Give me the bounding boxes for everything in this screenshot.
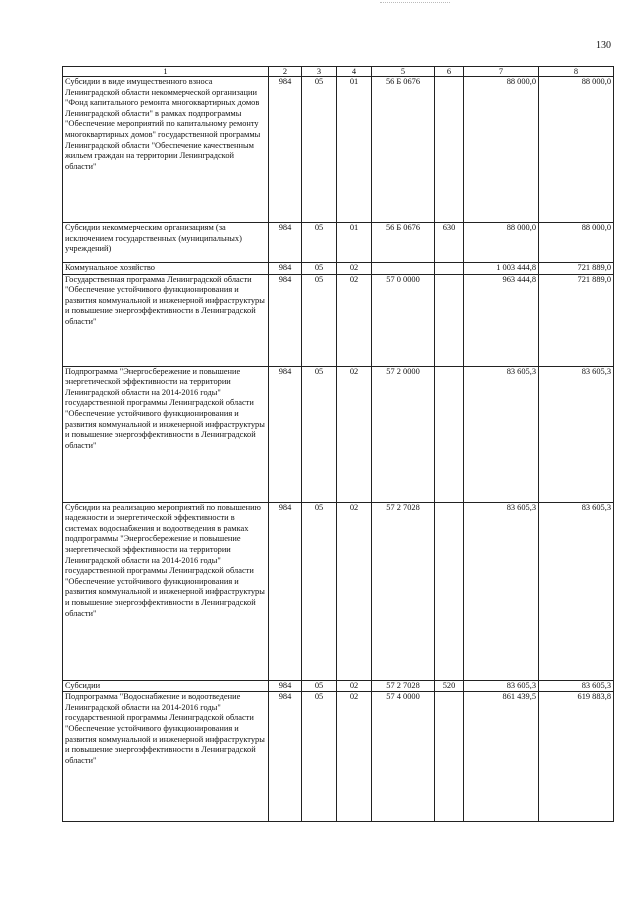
scan-artifact <box>380 2 450 5</box>
cell-expense-type <box>435 77 464 223</box>
cell-ministry-code: 984 <box>269 77 302 223</box>
cell-amount-2: 83 605,3 <box>539 680 614 692</box>
cell-section: 05 <box>302 680 337 692</box>
row-description: Субсидии в виде имущественного взноса Ленинградской области некоммерческой организации "Фонд капитального ремонта многоквартирных домов Ленинградской области" в рамках подпрограммы "Обеспечение мероприятий по капитальному ремонту многоквартирных домов" государственной программы Ленинградской области "Обеспечение качественным жильем граждан на территории Ленинградской области" <box>63 77 269 223</box>
table-row <box>63 366 614 502</box>
cell-amount-2: 83 605,3 <box>539 366 614 502</box>
budget-table <box>62 66 614 822</box>
header-cell: 7 <box>464 67 539 77</box>
cell-subsection: 02 <box>337 366 372 502</box>
row-description: Субсидии <box>63 680 269 692</box>
cell-subsection: 02 <box>337 502 372 680</box>
cell-amount-2: 83 605,3 <box>539 502 614 680</box>
cell-expense-type <box>435 692 464 822</box>
cell-subsection: 02 <box>337 680 372 692</box>
header-cell: 8 <box>539 67 614 77</box>
cell-amount-2: 721 889,0 <box>539 274 614 366</box>
cell-section: 05 <box>302 274 337 366</box>
row-description: Подпрограмма "Водоснабжение и водоотведение Ленинградской области на 2014-2016 годы" государственной программы Ленинградской области "Обеспечение устойчивого функционирования и развития коммунальной и инженерной инфраструктуры и повышение энергоэффективности в Ленинградской области" <box>63 692 269 822</box>
table-header-row <box>63 67 614 77</box>
cell-subsection: 02 <box>337 263 372 275</box>
cell-amount-1: 963 444,8 <box>464 274 539 366</box>
cell-target-article: 57 4 0000 <box>372 692 435 822</box>
cell-amount-1: 83 605,3 <box>464 502 539 680</box>
table-row <box>63 502 614 680</box>
cell-subsection: 01 <box>337 77 372 223</box>
table-row <box>63 77 614 223</box>
table-row <box>63 223 614 263</box>
header-cell: 4 <box>337 67 372 77</box>
cell-amount-1: 88 000,0 <box>464 77 539 223</box>
table-row <box>63 263 614 275</box>
cell-section: 05 <box>302 692 337 822</box>
table-row <box>63 274 614 366</box>
row-description: Субсидии на реализацию мероприятий по повышению надежности и энергетической эффективности в системах водоснабжения и водоотведения в рамках подпрограммы "Энергосбережение и повышение энергетической эффективности на территории Ленинградской области на 2014-2016 годы" государственной программы Ленинградской области "Обеспечение устойчивого функционирования и развития коммунальной и инженерной инфраструктуры и повышение энергоэффективности в Ленинградской области" <box>63 502 269 680</box>
cell-ministry-code: 984 <box>269 502 302 680</box>
cell-subsection: 02 <box>337 274 372 366</box>
cell-expense-type <box>435 502 464 680</box>
cell-target-article: 57 0 0000 <box>372 274 435 366</box>
cell-amount-1: 861 439,5 <box>464 692 539 822</box>
row-description: Подпрограмма "Энергосбережение и повышение энергетической эффективности на территории Ленинградской области на 2014-2016 годы" государственной программы Ленинградской области "Обеспечение устойчивого функционирования и развития коммунальной и инженерной инфраструктуры и повышение энергоэффективности в Ленинградской области" <box>63 366 269 502</box>
cell-expense-type: 520 <box>435 680 464 692</box>
cell-target-article: 56 Б 0676 <box>372 223 435 263</box>
cell-section: 05 <box>302 223 337 263</box>
cell-ministry-code: 984 <box>269 692 302 822</box>
header-cell: 1 <box>63 67 269 77</box>
page-number: 130 <box>596 40 611 51</box>
header-cell: 6 <box>435 67 464 77</box>
cell-expense-type <box>435 274 464 366</box>
cell-subsection: 01 <box>337 223 372 263</box>
cell-ministry-code: 984 <box>269 680 302 692</box>
row-description: Государственная программа Ленинградской области "Обеспечение устойчивого функционирования и развития коммунальной и инженерной инфраструктуры и повышение энергоэффективности в Ленинградской области" <box>63 274 269 366</box>
cell-ministry-code: 984 <box>269 223 302 263</box>
cell-target-article: 57 2 0000 <box>372 366 435 502</box>
cell-amount-1: 83 605,3 <box>464 366 539 502</box>
cell-ministry-code: 984 <box>269 274 302 366</box>
cell-section: 05 <box>302 502 337 680</box>
cell-amount-2: 721 889,0 <box>539 263 614 275</box>
cell-expense-type <box>435 263 464 275</box>
cell-target-article: 56 Б 0676 <box>372 77 435 223</box>
cell-ministry-code: 984 <box>269 366 302 502</box>
cell-amount-1: 88 000,0 <box>464 223 539 263</box>
cell-amount-1: 83 605,3 <box>464 680 539 692</box>
cell-ministry-code: 984 <box>269 263 302 275</box>
cell-amount-2: 619 883,8 <box>539 692 614 822</box>
cell-amount-1: 1 003 444,8 <box>464 263 539 275</box>
header-cell: 5 <box>372 67 435 77</box>
table-row <box>63 680 614 692</box>
cell-target-article <box>372 263 435 275</box>
cell-expense-type: 630 <box>435 223 464 263</box>
cell-amount-2: 88 000,0 <box>539 223 614 263</box>
cell-section: 05 <box>302 366 337 502</box>
row-description: Субсидии некоммерческим организациям (за исключением государственных (муниципальных) учреждений) <box>63 223 269 263</box>
cell-amount-2: 88 000,0 <box>539 77 614 223</box>
table-row <box>63 692 614 822</box>
cell-target-article: 57 2 7028 <box>372 502 435 680</box>
row-description: Коммунальное хозяйство <box>63 263 269 275</box>
header-cell: 2 <box>269 67 302 77</box>
cell-section: 05 <box>302 263 337 275</box>
cell-target-article: 57 2 7028 <box>372 680 435 692</box>
header-cell: 3 <box>302 67 337 77</box>
cell-section: 05 <box>302 77 337 223</box>
cell-subsection: 02 <box>337 692 372 822</box>
cell-expense-type <box>435 366 464 502</box>
